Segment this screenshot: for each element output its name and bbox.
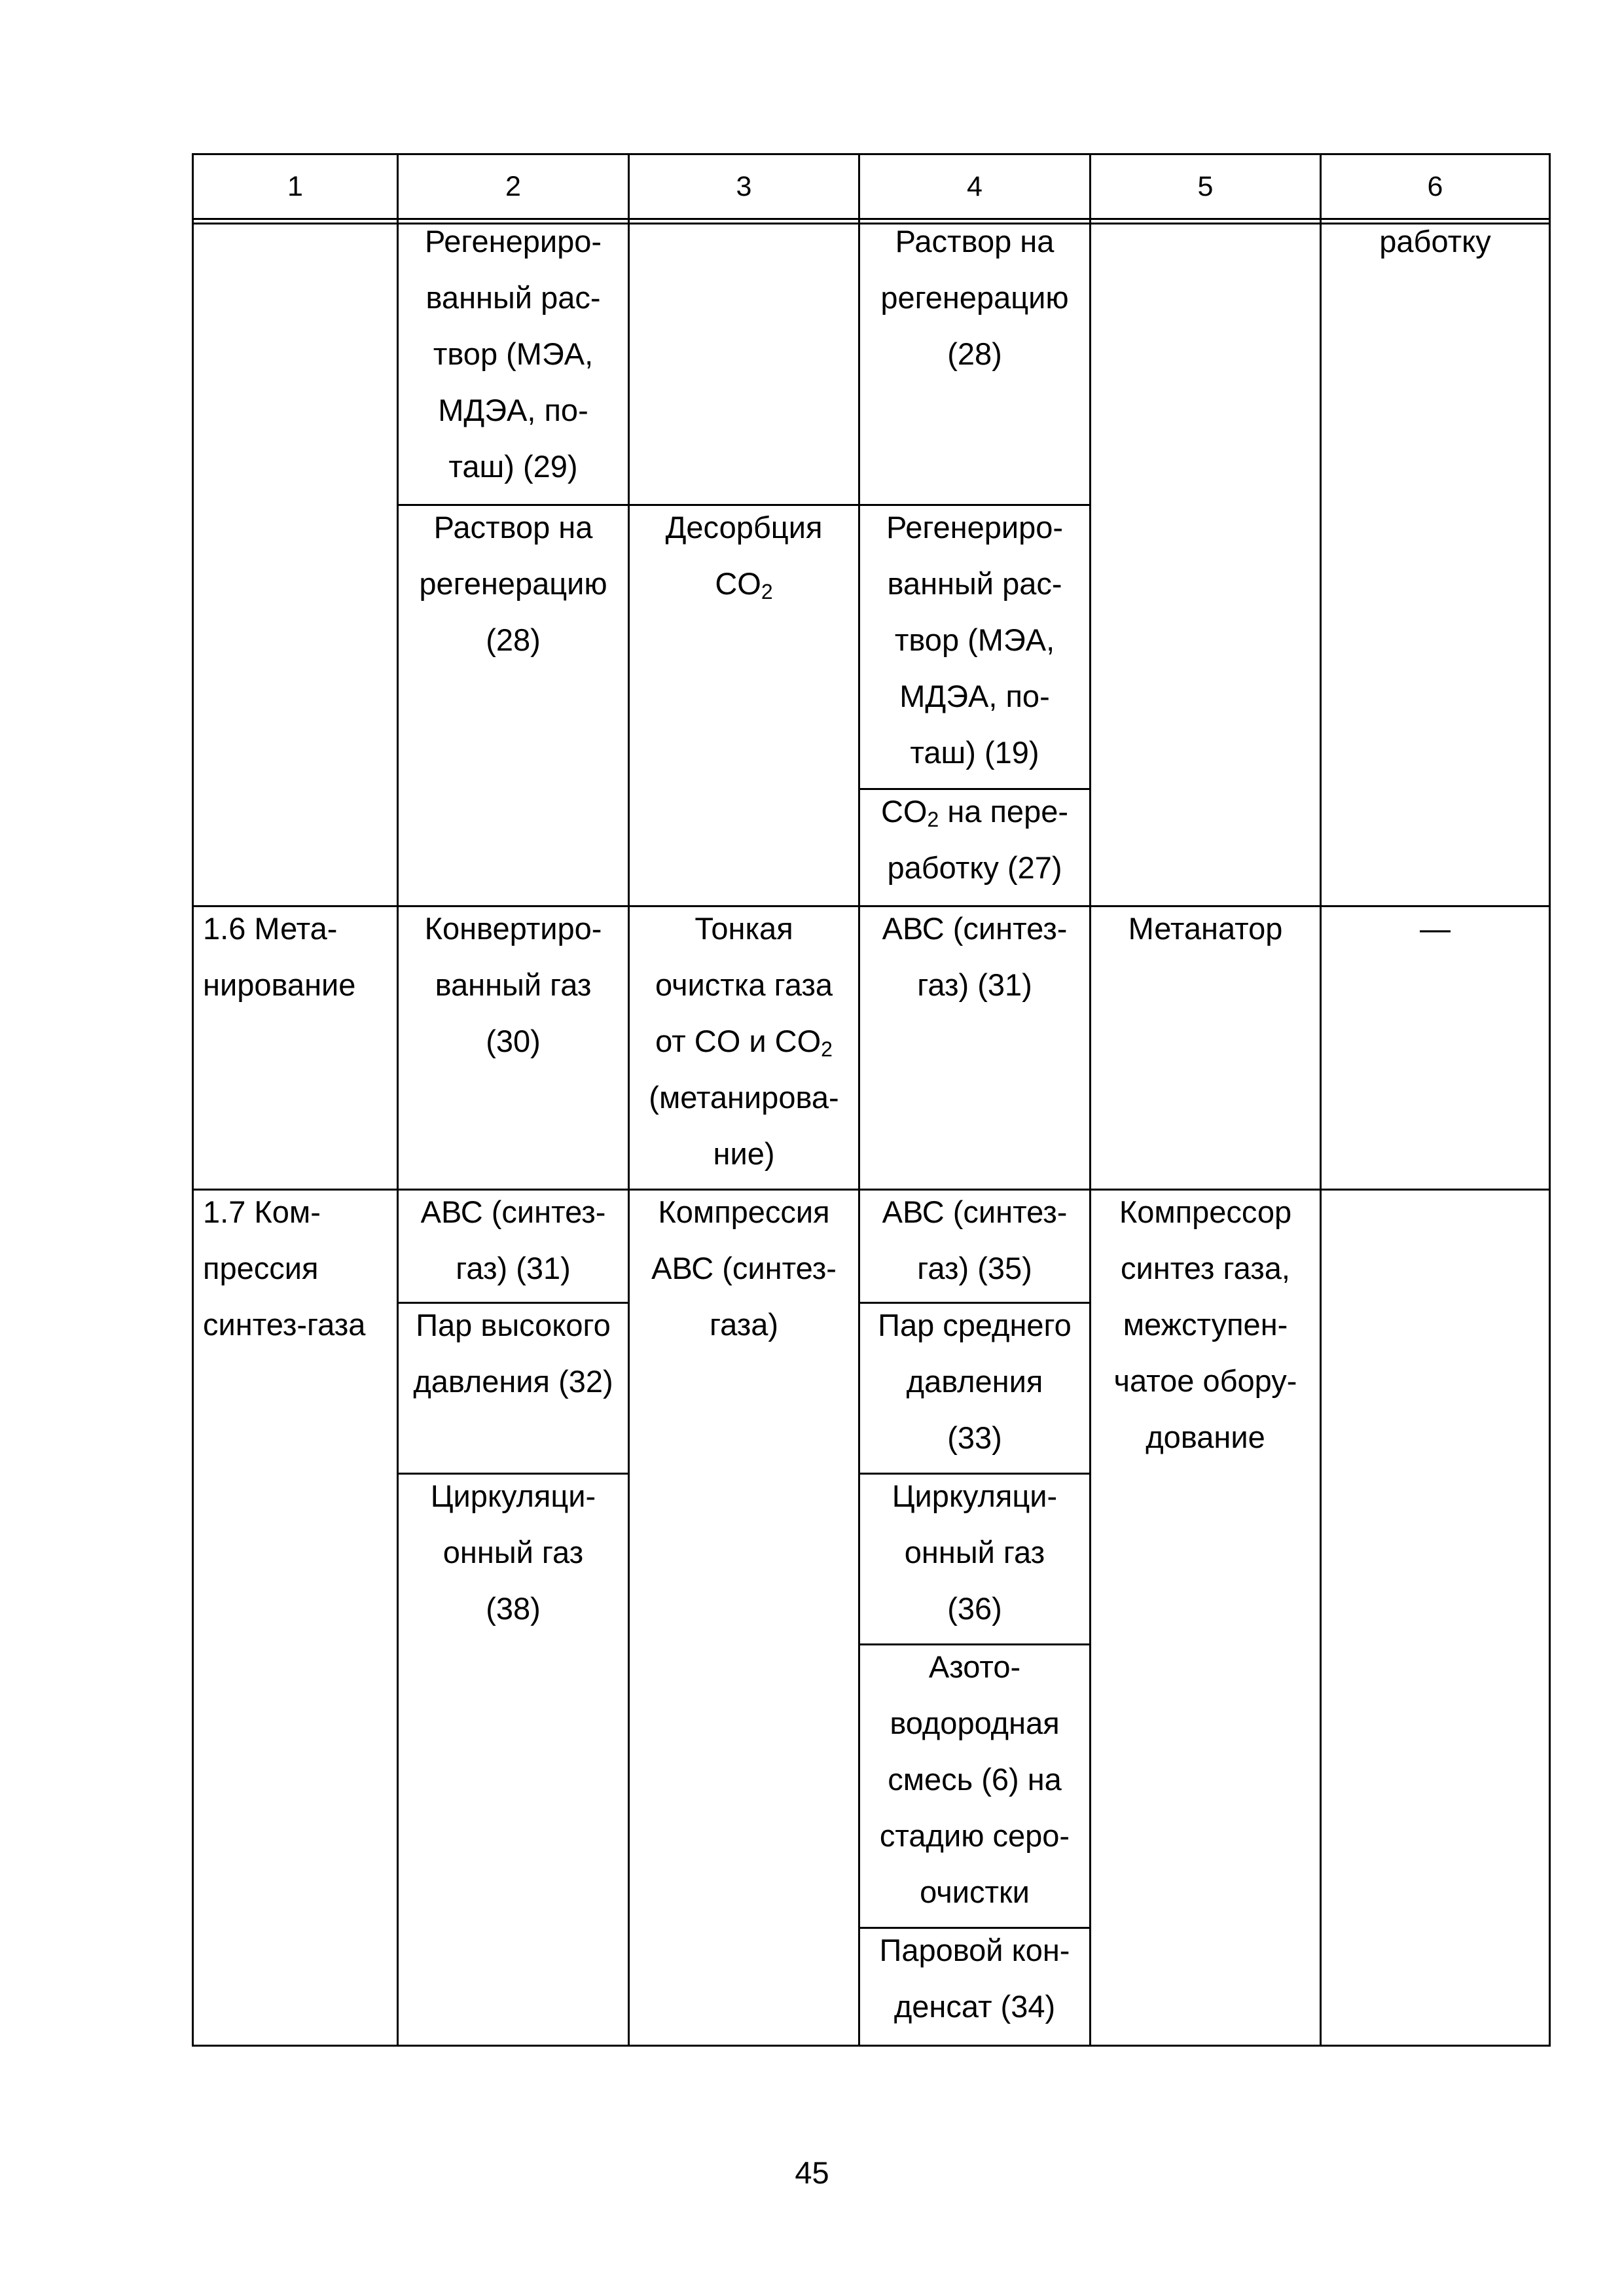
header-cell-5: 5 [1197,171,1214,202]
circulation-gas-36-cell: Циркуляци- онный газ (36) [892,1479,1058,1626]
header-cell-6: 6 [1427,171,1443,202]
syngas-compressor-cell: Компрессор синтез газа, межступен- чатое обору- дование [1113,1194,1297,1454]
co2-desorption-cell: Десорбция $CO_2$ [665,510,823,604]
dash-cell: — [1420,911,1451,946]
circulation-gas-38-cell: Циркуляци- онный газ (38) [430,1479,596,1626]
steam-condensate-cell: Паровой кон- денсат (34) [879,1933,1070,2024]
table-border-bottom [192,2045,1551,2047]
page-number: 45 [795,2155,829,2190]
medium-pressure-steam-cell: Пар среднего давления (33) [878,1308,1072,1455]
header-cell-1: 1 [287,171,303,202]
abc-syngas-35-cell: АВС (синтез- газ) (35) [882,1194,1068,1285]
col-divider-4 [1089,153,1091,2047]
header-cell-4: 4 [967,171,983,202]
solution-to-regeneration-28-cell: Раствор на регенерацию (28) [419,510,607,657]
regen-solution-19-cell: Регенериро- ванный рас- твор (МЭА, МДЭА, по- таш) (19) [886,510,1064,770]
abc-syngas-31-input-cell: АВС (синтез- газ) (31) [420,1194,606,1285]
col-divider-5 [1320,153,1322,2047]
high-pressure-steam-cell: Пар высокого давления (32) [413,1308,613,1399]
header-cell-3: 3 [736,171,752,202]
regen-solution-29-cell: Регенериро- ванный рас- твор (МЭА, МДЭА, по- таш) (29) [424,224,602,484]
methanator-cell: Метанатор [1128,911,1283,946]
header-cell-2: 2 [505,171,521,202]
stage-1-6-cell: 1.6 Мета- нирование [203,911,356,1002]
stage-1-7-cell: 1.7 Ком- прессия синтез-газа [203,1194,366,1342]
co2-to-processing-cell: $CO_2$ на пере- работку (27) [880,794,1068,885]
continuation-text-cell: работку [1379,224,1491,259]
nitrogen-hydrogen-mix-cell: Азото- водородная смесь (6) на стадию серо- очистки [879,1649,1070,1909]
converted-gas-cell: Конвертиро- ванный газ (30) [424,911,602,1058]
table-border-left [192,153,194,2047]
solution-to-regeneration-cell: Раствор на регенерацию (28) [880,224,1069,371]
table-border-right [1549,153,1551,2047]
abc-compression-cell: Компрессия АВС (синтез- газа) [651,1194,837,1342]
abc-syngas-31-cell: АВС (синтез- газ) (31) [882,911,1068,1002]
fine-gas-cleaning-cell: Тонкая очистка газа от CO и $CO_2$ (метанирова- ние) [649,911,839,1171]
